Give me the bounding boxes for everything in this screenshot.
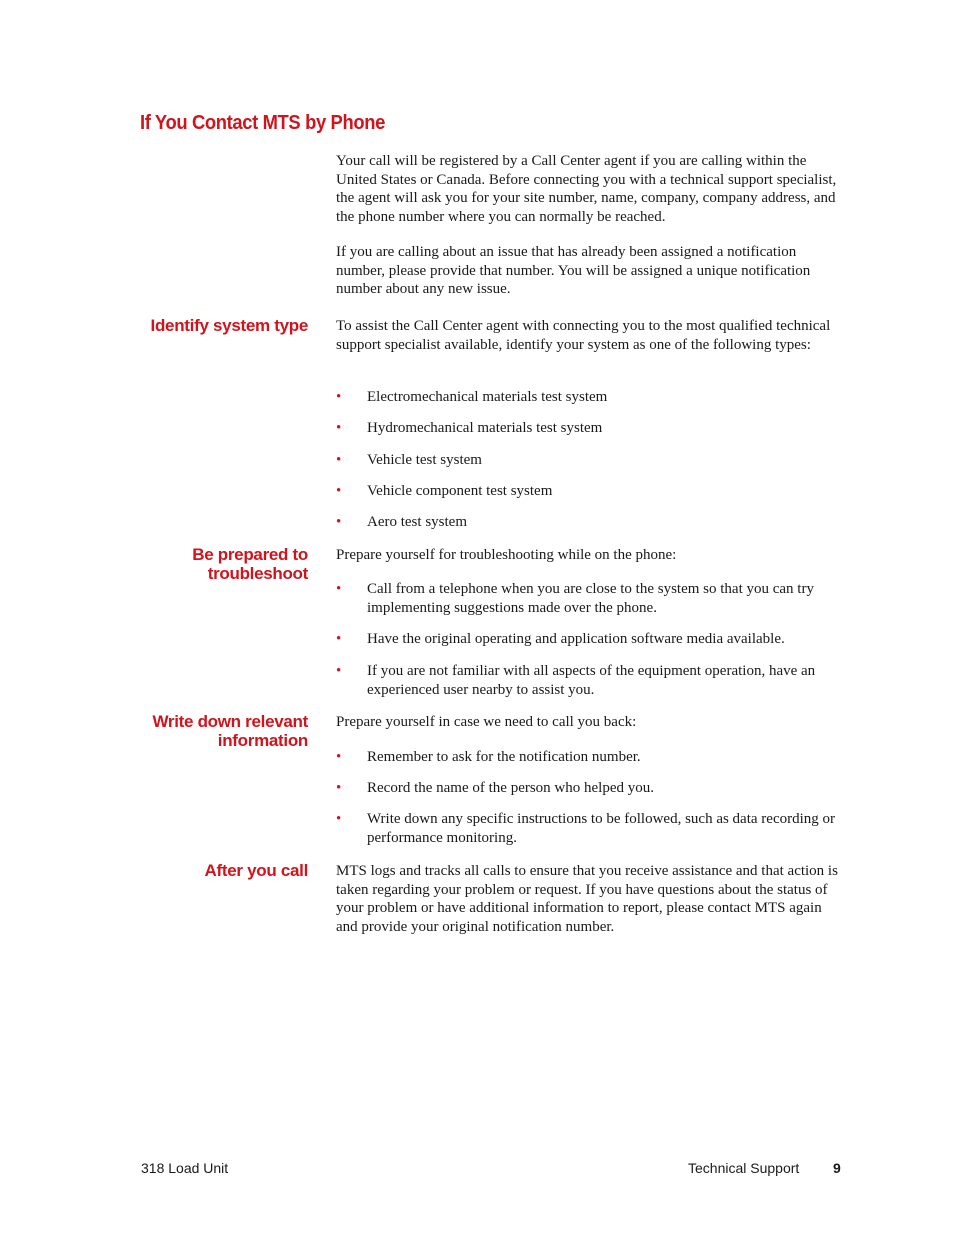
bullet-icon: • xyxy=(336,452,342,468)
identify-paragraph: To assist the Call Center agent with connecting you to the most qualified technical support specialist available, identify your system as one of the following types: xyxy=(336,318,831,353)
bullet-icon: • xyxy=(336,514,342,530)
write-down-heading-line-1: Write down relevant xyxy=(152,712,308,731)
be-prepared-heading-line-2: troubleshoot xyxy=(207,564,308,583)
list-item-text: Remember to ask for the notification number. xyxy=(367,749,641,765)
list-item-text: Write down any specific instructions to be followed, such as data recording or performance monitoring. xyxy=(367,811,836,846)
list-item-text: Electromechanical materials test system xyxy=(367,389,608,405)
be-prepared-heading xyxy=(118,545,308,583)
list-item-text: Record the name of the person who helped you. xyxy=(367,780,654,796)
list-item xyxy=(336,419,842,438)
after-you-call-heading: After you call xyxy=(204,861,308,880)
intro-paragraph-2: If you are calling about an issue that has already been assigned a notification number, please provide that number. You will be assigned a unique notification number about any new issue. xyxy=(336,244,811,298)
footer-document-title: 318 Load Unit xyxy=(141,1160,229,1176)
identify-system-type-heading: Identify system type xyxy=(150,316,308,335)
bullet-icon: • xyxy=(336,811,342,827)
bullet-icon: • xyxy=(336,631,342,647)
list-item-text: If you are not familiar with all aspects of the equipment operation, have an experienced user nearby to assist you. xyxy=(367,663,816,698)
be-prepared-heading-line-1: Be prepared to xyxy=(192,545,308,564)
bullet-icon: • xyxy=(336,749,342,765)
list-item xyxy=(336,630,842,649)
page-title: If You Contact MTS by Phone xyxy=(140,112,385,134)
list-item-text: Have the original operating and application software media available. xyxy=(367,631,785,647)
list-item xyxy=(336,748,842,767)
bullet-icon: • xyxy=(336,663,342,679)
bullet-icon: • xyxy=(336,581,342,597)
footer-section-name: Technical Support xyxy=(688,1160,800,1176)
list-item-text: Aero test system xyxy=(367,514,467,530)
write-down-heading-line-2: information xyxy=(217,731,308,750)
bullet-icon: • xyxy=(336,780,342,796)
intro-paragraph-1: Your call will be registered by a Call Center agent if you are calling within the United States or Canada. Before connecting you with a technical support specialist, the agent will ask you for your site number, name, company, company address, and the phone number where you can normally be reached. xyxy=(336,153,837,226)
footer-page-number: 9 xyxy=(833,1160,841,1176)
prepare-paragraph: Prepare yourself for troubleshooting while on the phone: xyxy=(336,547,677,563)
list-item xyxy=(336,513,842,532)
list-item-text: Vehicle test system xyxy=(367,452,482,468)
list-item xyxy=(336,580,842,617)
write-down-heading xyxy=(118,712,308,750)
list-item-text: Vehicle component test system xyxy=(367,483,553,499)
list-item-text: Call from a telephone when you are close to the system so that you can try implementing suggestions made over the phone. xyxy=(367,581,814,616)
list-item xyxy=(336,451,842,470)
list-item-text: Hydromechanical materials test system xyxy=(367,420,603,436)
bullet-icon: • xyxy=(336,389,342,405)
list-item xyxy=(336,779,842,798)
after-paragraph: MTS logs and tracks all calls to ensure that you receive assistance and that action is taken regarding your problem or request. If you have questions about the status of your problem or have additional information to report, please contact MTS again and provide your original notification number. xyxy=(336,863,838,936)
list-item xyxy=(336,810,842,847)
bullet-icon: • xyxy=(336,420,342,436)
write-paragraph: Prepare yourself in case we need to call you back: xyxy=(336,714,637,730)
list-item xyxy=(336,388,842,407)
list-item xyxy=(336,662,842,699)
bullet-icon: • xyxy=(336,483,342,499)
list-item xyxy=(336,482,842,501)
